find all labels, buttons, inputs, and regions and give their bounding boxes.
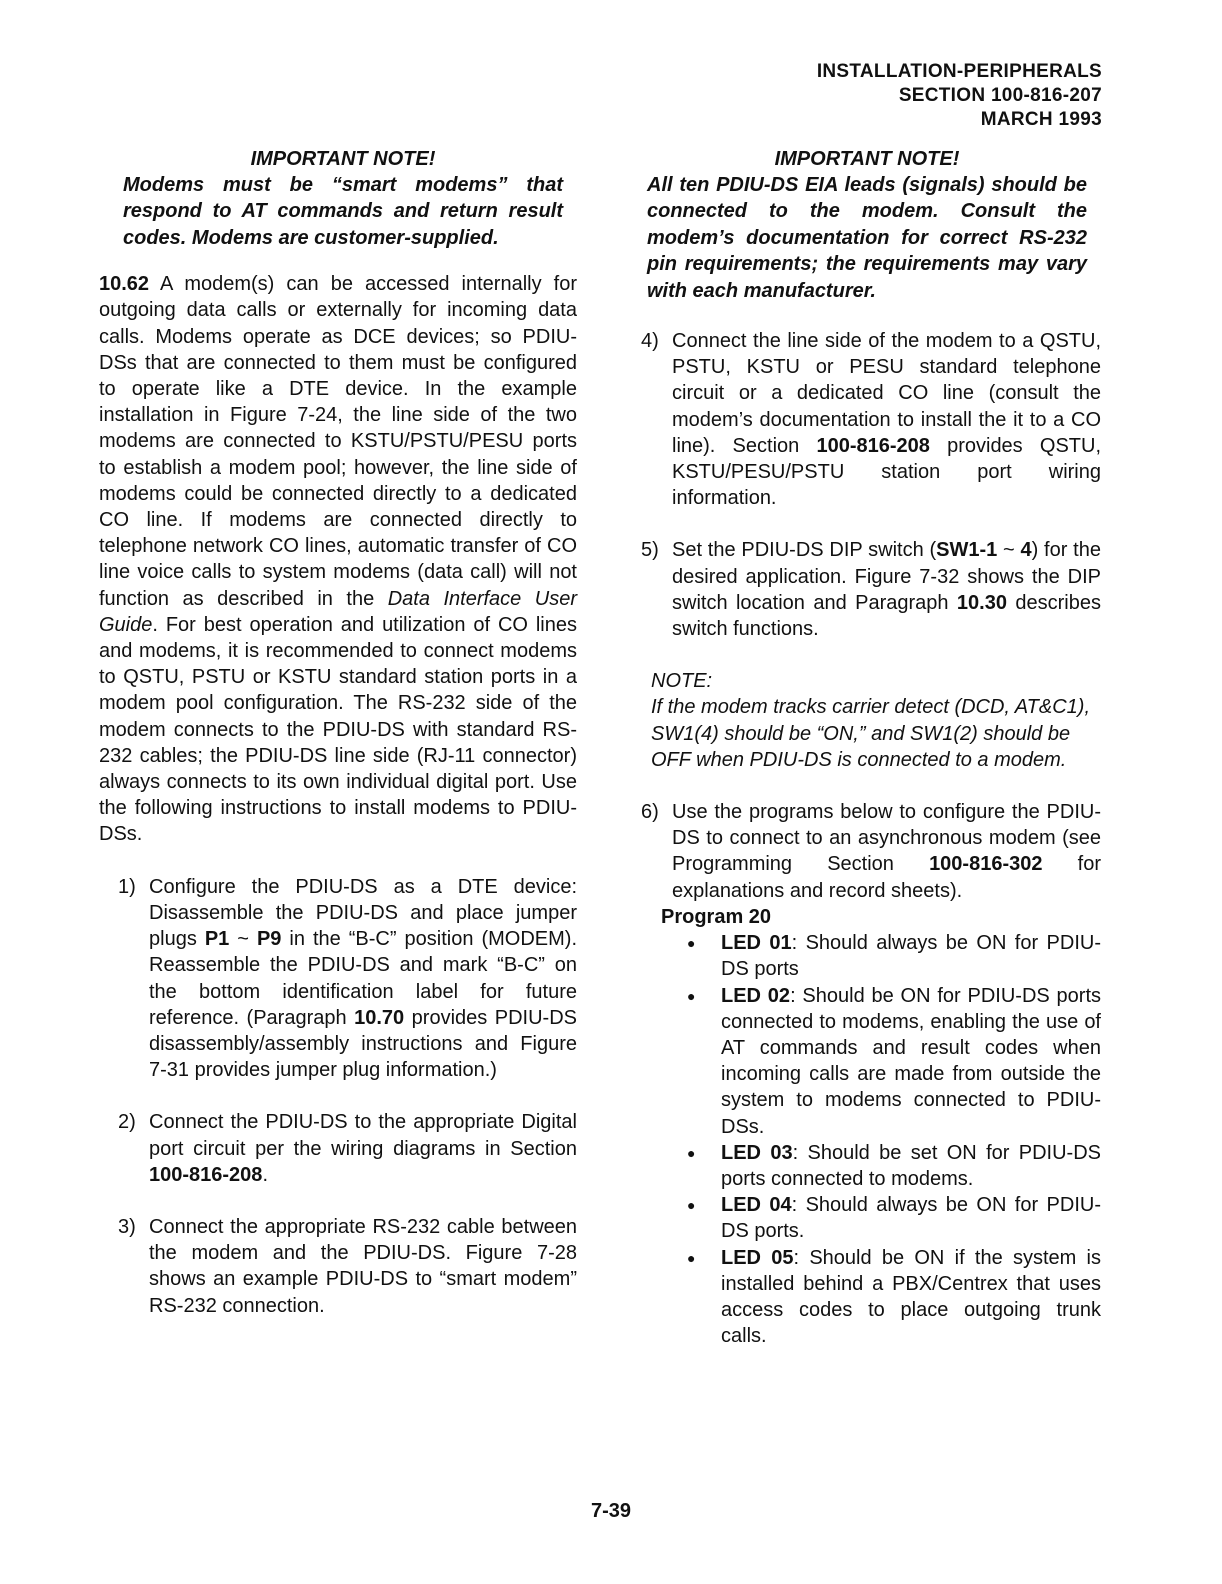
step-5 bbox=[641, 537, 1101, 642]
led-item bbox=[687, 983, 1101, 1140]
text-run: Connect the PDIU-DS to the appropriate Digital port circuit per the wiring diagrams in Section bbox=[149, 1111, 577, 1160]
paragraph-text-b: . For best operation and utilization of CO lines and modems, it is recommended to connect modems to QSTU, PSTU or KSTU standard station ports in a modem pool configuration. The RS-232 side of the modem connects to the PDIU-DS with standard RS-232 cables; the PDIU-DS line side (RJ-11 connector) always connects to its own individual digital port. Use the following instructions to install modems to PDIU-DSs. bbox=[99, 613, 577, 846]
bullet-icon: ● bbox=[687, 935, 696, 952]
led-list bbox=[641, 930, 1101, 1349]
led-text bbox=[721, 983, 1101, 1140]
paragraph-ref: 10.70 bbox=[354, 1006, 405, 1029]
step-3 bbox=[118, 1214, 577, 1319]
text-run: describes switch functions. bbox=[672, 591, 1101, 641]
text-run: provides PDIU-DS disassembly/assembly instructions and Figure 7-31 provides jumper plug information.) bbox=[149, 1006, 577, 1082]
bullet-icon: ● bbox=[687, 987, 696, 1004]
note-title: IMPORTANT NOTE! bbox=[250, 148, 436, 170]
bullet-icon: ● bbox=[687, 1249, 696, 1266]
led-text bbox=[721, 1192, 1101, 1244]
important-note-modems bbox=[123, 146, 563, 251]
text-run: for explanations and record sheets). bbox=[672, 853, 1101, 902]
header-title: INSTALLATION-PERIPHERALS bbox=[816, 61, 1102, 82]
paragraph-number: 10.62 bbox=[99, 273, 150, 296]
text-run: provides QSTU, KSTU/PESU/PSTU station port wiring information. bbox=[672, 434, 1101, 510]
program-title: Program 20 bbox=[661, 905, 772, 928]
led-description: : Should always be ON for PDIU-DS ports bbox=[721, 932, 1101, 981]
header-date: MARCH 1993 bbox=[980, 109, 1102, 130]
paragraph-ref: 10.30 bbox=[956, 591, 1007, 614]
step-1 bbox=[118, 874, 577, 1084]
step-text bbox=[672, 328, 1101, 511]
led-description: : Should always be ON for PDIU-DS ports. bbox=[721, 1194, 1101, 1243]
step-4 bbox=[641, 328, 1101, 511]
led-description: : Should be set ON for PDIU-DS ports connected to modems. bbox=[721, 1141, 1101, 1190]
left-column bbox=[99, 146, 577, 1345]
switch-ref: SW1-1 bbox=[936, 539, 998, 562]
led-item bbox=[687, 1245, 1101, 1350]
text-run: Set the PDIU-DS DIP switch ( bbox=[672, 539, 937, 562]
text-run: ) for the desired application. Figure 7-32 shows the DIP switch location and Paragraph bbox=[672, 539, 1101, 614]
note-body: All ten PDIU-DS EIA leads (signals) should be connected to the modem. Consult the modem’s documentation for correct RS-232 pin requirements; the requirements may vary with each manufacturer. bbox=[647, 174, 1087, 302]
text-run: ~ bbox=[229, 928, 257, 951]
text-run: in the “B-C” position (MODEM). Reassemble the PDIU-DS and mark “B-C” on the bottom identification label for future reference. (Paragraph bbox=[149, 928, 577, 1029]
step-text: Connect the appropriate RS-232 cable between the modem and the PDIU-DS. Figure 7-28 shows an example PDIU-DS to “smart modem” RS-232 connection. bbox=[149, 1215, 577, 1317]
jumper-ref: P1 bbox=[204, 928, 230, 951]
note-carrier-detect bbox=[651, 668, 1091, 773]
text-run: ~ bbox=[997, 539, 1021, 562]
step-text bbox=[149, 1109, 577, 1188]
text-run: Configure the PDIU-DS as a DTE device: Disassemble the PDIU-DS and place jumper plugs bbox=[149, 875, 577, 951]
step-text bbox=[149, 874, 577, 1084]
section-ref: 100-816-208 bbox=[149, 1163, 263, 1186]
step-number: 3) bbox=[118, 1215, 136, 1238]
step-text bbox=[672, 799, 1101, 904]
text-run: Connect the line side of the modem to a QSTU, PSTU, KSTU or PESU standard telephone circuit or a dedicated CO line (consult the modem’s documentation to install the it to a CO line). Section bbox=[672, 330, 1101, 457]
switch-ref: 4 bbox=[1020, 539, 1032, 562]
led-label: LED 05 bbox=[721, 1246, 794, 1269]
note-label: NOTE: bbox=[651, 670, 713, 693]
led-label: LED 02 bbox=[721, 984, 791, 1007]
led-item bbox=[687, 1192, 1101, 1244]
text-run: . bbox=[262, 1163, 268, 1186]
step-6 bbox=[641, 799, 1101, 904]
step-number: 5) bbox=[641, 539, 659, 562]
header-section: SECTION 100-816-207 bbox=[898, 85, 1102, 106]
steps-list-right bbox=[641, 328, 1101, 642]
led-item bbox=[687, 1140, 1101, 1192]
step-number: 4) bbox=[641, 330, 659, 353]
section-ref: 100-816-302 bbox=[929, 853, 1043, 876]
steps-list-right-2 bbox=[641, 799, 1101, 904]
led-label: LED 01 bbox=[721, 932, 792, 955]
note-title: IMPORTANT NOTE! bbox=[774, 148, 960, 170]
page-header bbox=[817, 60, 1102, 132]
note-text: If the modem tracks carrier detect (DCD, AT&C1), SW1(4) should be “ON,” and SW1(2) should be OFF when PDIU-DS is connected to a modem. bbox=[651, 696, 1090, 771]
step-number: 6) bbox=[641, 801, 659, 824]
section-ref: 100-816-208 bbox=[816, 434, 930, 457]
led-text bbox=[721, 1140, 1101, 1192]
step-number: 1) bbox=[118, 875, 136, 898]
led-text bbox=[721, 1245, 1101, 1350]
note-body: Modems must be “smart modems” that respond to AT commands and return result codes. Modems are customer-supplied. bbox=[123, 174, 563, 249]
paragraph-text-a: A modem(s) can be accessed internally for outgoing data calls or externally for incoming data calls. Modems operate as DCE devices; so PDIU-DSs that are connected to them must be configured to operate like a DTE device. In the example installation in Figure 7-24, the line side of the two modems are connected to KSTU/PSTU/PESU ports to establish a modem pool; however, the line side of modems could be connected directly to a dedicated CO line. If modems are connected directly to telephone network CO lines, automatic transfer of CO line voice calls to system modems (data call) will not function as described in the bbox=[99, 273, 577, 610]
led-text bbox=[721, 930, 1101, 982]
led-description: : Should be ON if the system is installed behind a PBX/Centrex that uses access codes to place outgoing trunk calls. bbox=[721, 1246, 1101, 1348]
led-item bbox=[687, 930, 1101, 982]
page-number: 7-39 bbox=[590, 1500, 632, 1522]
steps-list-left bbox=[99, 874, 577, 1319]
bullet-icon: ● bbox=[687, 1197, 696, 1214]
paragraph-10-62 bbox=[99, 271, 577, 847]
step-number: 2) bbox=[118, 1111, 136, 1134]
step-2 bbox=[118, 1109, 577, 1188]
bullet-icon: ● bbox=[687, 1144, 696, 1161]
text-run: Use the programs below to configure the PDIU-DS to connect to an asynchronous modem (see Programming Section bbox=[672, 801, 1101, 876]
led-label: LED 03 bbox=[721, 1141, 793, 1164]
jumper-ref: P9 bbox=[256, 928, 282, 951]
doc-title-ref: Data Interface User Guide bbox=[99, 587, 577, 636]
step-text bbox=[672, 537, 1101, 642]
led-label: LED 04 bbox=[721, 1194, 792, 1217]
right-column bbox=[641, 146, 1101, 1349]
important-note-eia-leads bbox=[647, 146, 1087, 304]
led-description: : Should be ON for PDIU-DS ports connected to modems, enabling the use of AT commands and result codes when incoming calls are made from outside the system to modems connected to PDIU-DSs. bbox=[721, 984, 1101, 1138]
